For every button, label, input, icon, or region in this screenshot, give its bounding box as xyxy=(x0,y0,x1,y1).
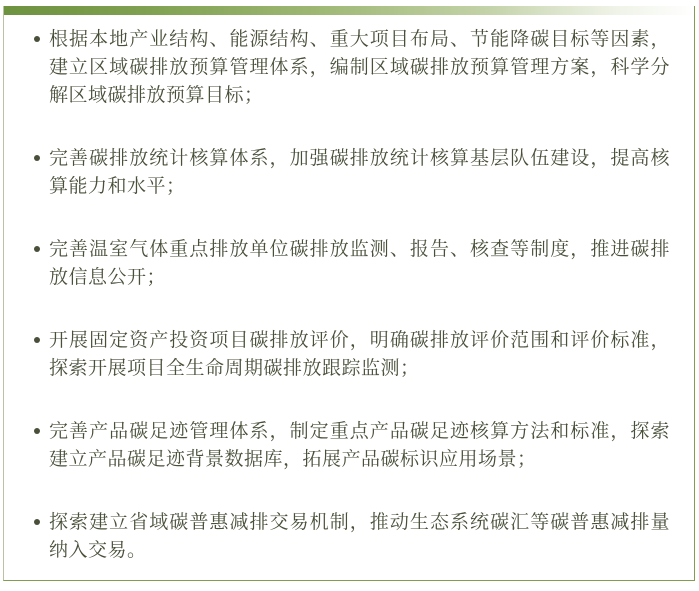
gradient-top-bar xyxy=(4,6,694,15)
bullet-text-2: 完善碳排放统计核算体系，加强碳排放统计核算基层队伍建设，提高核算能力和水平； xyxy=(49,147,670,197)
bullet-dot-icon xyxy=(34,246,40,252)
bullet-item-5 xyxy=(49,417,670,473)
bullet-text-1: 根据本地产业结构、能源结构、重大项目布局、节能降碳目标等因素，建立区域碳排放预算管理体系，编制区域碳排放预算管理方案，科学分解区域碳排放预算目标； xyxy=(49,28,670,106)
bullet-item-3 xyxy=(49,235,670,291)
bullet-dot-icon xyxy=(34,36,40,42)
bullet-dot-icon xyxy=(34,337,40,343)
bullet-item-1 xyxy=(49,25,670,109)
bullet-dot-icon xyxy=(34,428,40,434)
bullet-item-4 xyxy=(49,326,670,382)
highlight-panel xyxy=(3,6,695,581)
bullet-text-4: 开展固定资产投资项目碳排放评价，明确碳排放评价范围和评价标准，探索开展项目全生命周期碳排放跟踪监测； xyxy=(49,329,670,379)
bullet-dot-icon xyxy=(34,155,40,161)
bullet-item-6 xyxy=(49,508,670,564)
bullet-text-6: 探索建立省域碳普惠减排交易机制，推动生态系统碳汇等碳普惠减排量纳入交易。 xyxy=(49,511,670,561)
bullet-text-5: 完善产品碳足迹管理体系，制定重点产品碳足迹核算方法和标准，探索建立产品碳足迹背景数据库，拓展产品碳标识应用场景； xyxy=(49,420,670,470)
bullet-text-3: 完善温室气体重点排放单位碳排放监测、报告、核查等制度，推进碳排放信息公开； xyxy=(49,238,670,288)
bullet-list xyxy=(4,15,694,580)
bullet-item-2 xyxy=(49,144,670,200)
bullet-dot-icon xyxy=(34,519,40,525)
